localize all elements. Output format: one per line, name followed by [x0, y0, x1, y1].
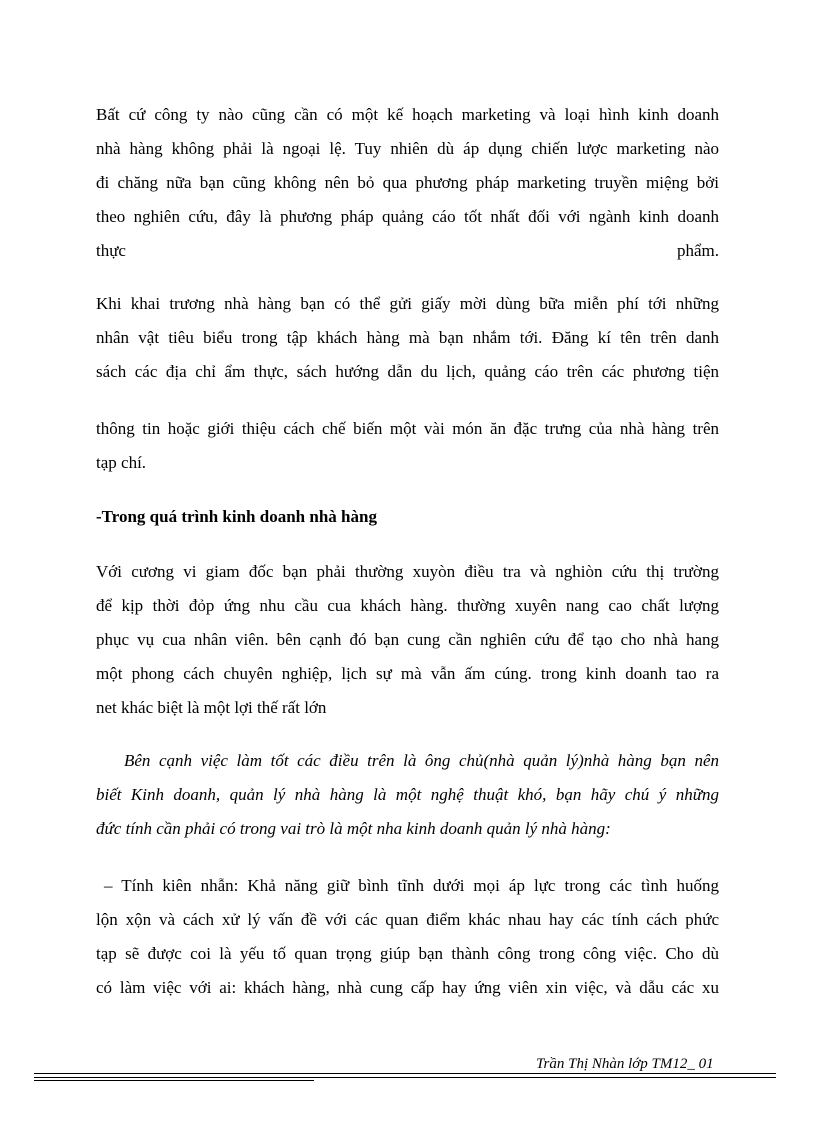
section-heading: -Trong quá trình kinh doanh nhà hàng: [96, 507, 377, 526]
footer-divider: [34, 1077, 776, 1078]
text-line: nhân vật tiêu biểu trong tập khách hàng mà bạn nhắm tới. Đăng kí tên trên danh: [96, 328, 719, 347]
text-line: net khác biệt là một lợi thế rất lớn: [96, 698, 327, 717]
text-line: Bất cứ công ty nào cũng cần có một kế hoạch marketing và loại hình kinh doanh: [96, 105, 719, 124]
text-line: biết Kinh doanh, quản lý nhà hàng là một nghệ thuật khó, bạn hãy chú ý những: [96, 785, 719, 804]
paragraph-patience: [96, 869, 719, 1005]
paragraph-opening-continued: [96, 412, 719, 480]
text-line: đức tính cần phải có trong vai trò là một nha kinh doanh quản lý nhà hàng:: [96, 819, 611, 838]
text-line: nhà hàng không phải là ngoại lệ. Tuy nhiên dù áp dụng chiến lược marketing nào: [96, 139, 719, 158]
text-line: Bên cạnh việc làm tốt các điều trên là ông chủ(nhà quản lý)nhà hàng bạn nên: [124, 751, 719, 770]
text-line: – Tính kiên nhẫn: Khả năng giữ bình tĩnh dưới mọi áp lực trong các tình huống: [104, 876, 719, 895]
text-line: một phong cách chuyên nghiệp, lịch sự mà vẫn ấm cúng. trong kinh doanh tao ra: [96, 664, 719, 683]
text-line: tạp sẽ được coi là yếu tố quan trọng giúp bạn thành công trong công việc. Cho dù: [96, 944, 719, 963]
text-line: lộn xộn và cách xử lý vấn đề với các quan điểm khác nhau hay các tính cách phức: [96, 910, 719, 929]
text-line: Với cương vi giam đốc bạn phải thường xuyòn điều tra và nghiòn cứu thị trường: [96, 562, 719, 581]
text-line: sách các địa chỉ ẩm thực, sách hướng dẫn du lịch, quảng cáo trên các phương tiện: [96, 362, 719, 381]
text-line: theo nghiên cứu, đây là phương pháp quảng cáo tốt nhất đối với ngành kinh doanh: [96, 207, 719, 226]
paragraph-marketing-intro: [96, 98, 719, 268]
footer-divider: [34, 1073, 776, 1074]
text-line: Khi khai trương nhà hàng bạn có thể gửi giấy mời dùng bữa miễn phí tới những: [96, 294, 719, 313]
text-line: thông tin hoặc giới thiệu cách chế biến một vài món ăn đặc trưng của nhà hàng trên: [96, 419, 719, 438]
footer-divider: [34, 1080, 314, 1081]
paragraph-manager-role: [96, 555, 719, 725]
text-line: có làm việc với ai: khách hàng, nhà cung cấp hay ứng viên xin việc, và dẫu các xu: [96, 978, 719, 997]
paragraph-opening: [96, 287, 719, 389]
text-line: thực phẩm.: [96, 241, 719, 260]
footer-author: Trần Thị Nhàn lớp TM12_ 01: [536, 1056, 714, 1072]
paragraph-italic-qualities: [96, 744, 719, 846]
text-line: phục vụ cua nhân viên. bên cạnh đó bạn cung cần nghiên cứu để tạo cho nhà hang: [96, 630, 719, 649]
text-line: tạp chí.: [96, 453, 147, 472]
text-line: đi chăng nữa bạn cũng không nên bỏ qua phương pháp marketing truyền miệng bởi: [96, 173, 719, 192]
text-line: để kịp thời đỏp ứng nhu cầu cua khách hàng. thường xuyên nang cao chất lượng: [96, 596, 719, 615]
